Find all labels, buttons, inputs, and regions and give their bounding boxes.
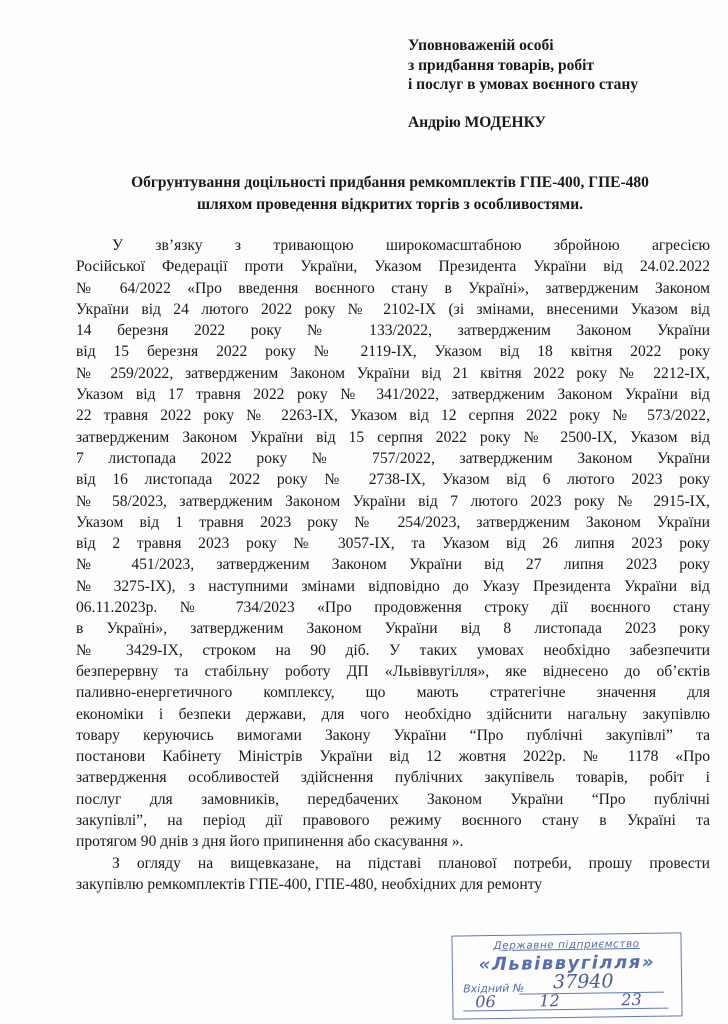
body-line: закупівлю ремкомплектів ГПЕ-400, ГПЕ-480, необхідних для ремонту bbox=[76, 875, 543, 893]
body-line: затвердженим Законом України від 15 серпня 2022 року № 2500-IX, Указом від bbox=[76, 428, 710, 446]
incoming-registration-stamp bbox=[451, 932, 682, 1019]
body-line: 14 березня 2022 року № 133/2022, затвердженим Законом України bbox=[76, 322, 710, 340]
body-line: Указом від 17 травня 2022 року № 341/2022, затвердженим Законом України від bbox=[76, 386, 710, 404]
body-line: постанови Кабінету Міністрів України від 12 жовтня 2022р. № 1178 «Про bbox=[76, 748, 710, 766]
body-line: № 64/2022 «Про введення воєнного стану в Україні», затвердженим Законом bbox=[76, 279, 710, 297]
body-line: № 259/2022, затвердженим Законом України від 21 квітня 2022 року № 2212-IX, bbox=[76, 364, 710, 382]
body-line: 7 листопада 2022 року № 757/2022, затвердженим Законом України bbox=[76, 449, 710, 467]
body-line: 06.11.2023р. № 734/2023 «Про продовження строку дії воєнного стану bbox=[76, 599, 710, 617]
body-line: від 16 листопада 2022 року № 2738-IX, Указом від 6 лютого 2023 року bbox=[76, 471, 710, 489]
stamp-incoming-number: 37940 bbox=[552, 970, 614, 994]
body-line: У зв’язку з тривающою широкомасштабною збройною агресією bbox=[112, 237, 710, 254]
body-line: № 58/2023, затвердженим Законом України від 7 лютого 2023 року № 2915-IX, bbox=[76, 492, 710, 510]
body-line: товару керуючись вимогами Закону України “Про публічні закупівлі” та bbox=[76, 726, 710, 744]
document-body bbox=[76, 235, 710, 895]
body-line: З огляду на вищевказане, на підставі планової потреби, прошу провести bbox=[112, 854, 710, 872]
stamp-date-day: 06 bbox=[475, 991, 496, 1012]
body-line: економіки і безпеки держави, для чого необхідно здійснити нагальну закупівлю bbox=[76, 705, 710, 723]
body-line: від 2 травня 2023 року № 3057-IX, та Указом від 26 липня 2023 року bbox=[76, 535, 710, 553]
addressee-block bbox=[408, 36, 708, 95]
body-line: послуг для замовників, передбачених Законом України “Про публічні bbox=[76, 790, 710, 808]
stamp-date-month: 12 bbox=[539, 991, 560, 1011]
body-line: Указом від 1 травня 2023 року № 254/2023, затвердженим Законом України bbox=[76, 513, 710, 531]
body-line: № 3429-IX, строком на 90 діб. У таких умовах необхідно забезпечити bbox=[76, 641, 710, 659]
stamp-incoming-label: Вхідний № bbox=[463, 981, 525, 996]
body-line: № 451/2023, затвердженим Законом України від 27 липня 2023 року bbox=[76, 556, 710, 574]
body-line: від 15 березня 2022 року № 2119-IX, Указом від 18 квітня 2022 року bbox=[76, 343, 710, 361]
title-line: шляхом проведення відкритих торгів з особливостями. bbox=[196, 196, 584, 213]
addressee-line: Уповноваженій особі bbox=[408, 37, 554, 54]
body-line: паливно-енергетичного комплексу, що мають стратегічне значення для bbox=[76, 684, 710, 702]
addressee-line: з придбання товарів, робіт bbox=[408, 56, 595, 74]
body-line: в Україні», затвердженим Законом України від 8 листопада 2023 року bbox=[76, 620, 710, 638]
stamp-company-name: «Львіввугілля» bbox=[478, 951, 656, 976]
body-line: Російської Федерації проти України, Указом Президента України від 24.02.2022 bbox=[76, 258, 710, 276]
stamp-organization: Державне підприємство bbox=[493, 937, 640, 953]
body-line: затвердження особливостей здійснення публічних закупівель товарів, робіт і bbox=[76, 769, 710, 787]
addressee-name: Андрію МОДЕНКУ bbox=[408, 114, 546, 131]
body-line: закупівлі”, на період дії правового режиму воєнного стану в Україні та bbox=[76, 812, 710, 830]
body-line: України від 24 лютого 2022 року № 2102-IX (зі змінами, внесеними Указом від bbox=[76, 300, 710, 318]
body-line: безперервну та стабільну роботу ДП «Львіввугілля», яке віднесено до об’єктів bbox=[76, 662, 710, 680]
stamp-date-year: 23 bbox=[621, 989, 642, 1010]
title-line: Обгрунтування доцільності придбання ремкомплектів ГПЕ-400, ГПЕ-480 bbox=[131, 174, 649, 191]
addressee-line: і послуг в умовах воєнного стану bbox=[408, 76, 639, 93]
body-line: 22 травня 2022 року № 2263-IX, Указом від 12 серпня 2022 року № 573/2022, bbox=[76, 407, 710, 425]
body-line: № 3275-IX), з наступними змінами відповідно до Указу Президента України від bbox=[76, 577, 710, 595]
body-line: протягом 90 днів з дня його припинення або скасування ». bbox=[76, 833, 464, 851]
document-title bbox=[60, 172, 720, 216]
